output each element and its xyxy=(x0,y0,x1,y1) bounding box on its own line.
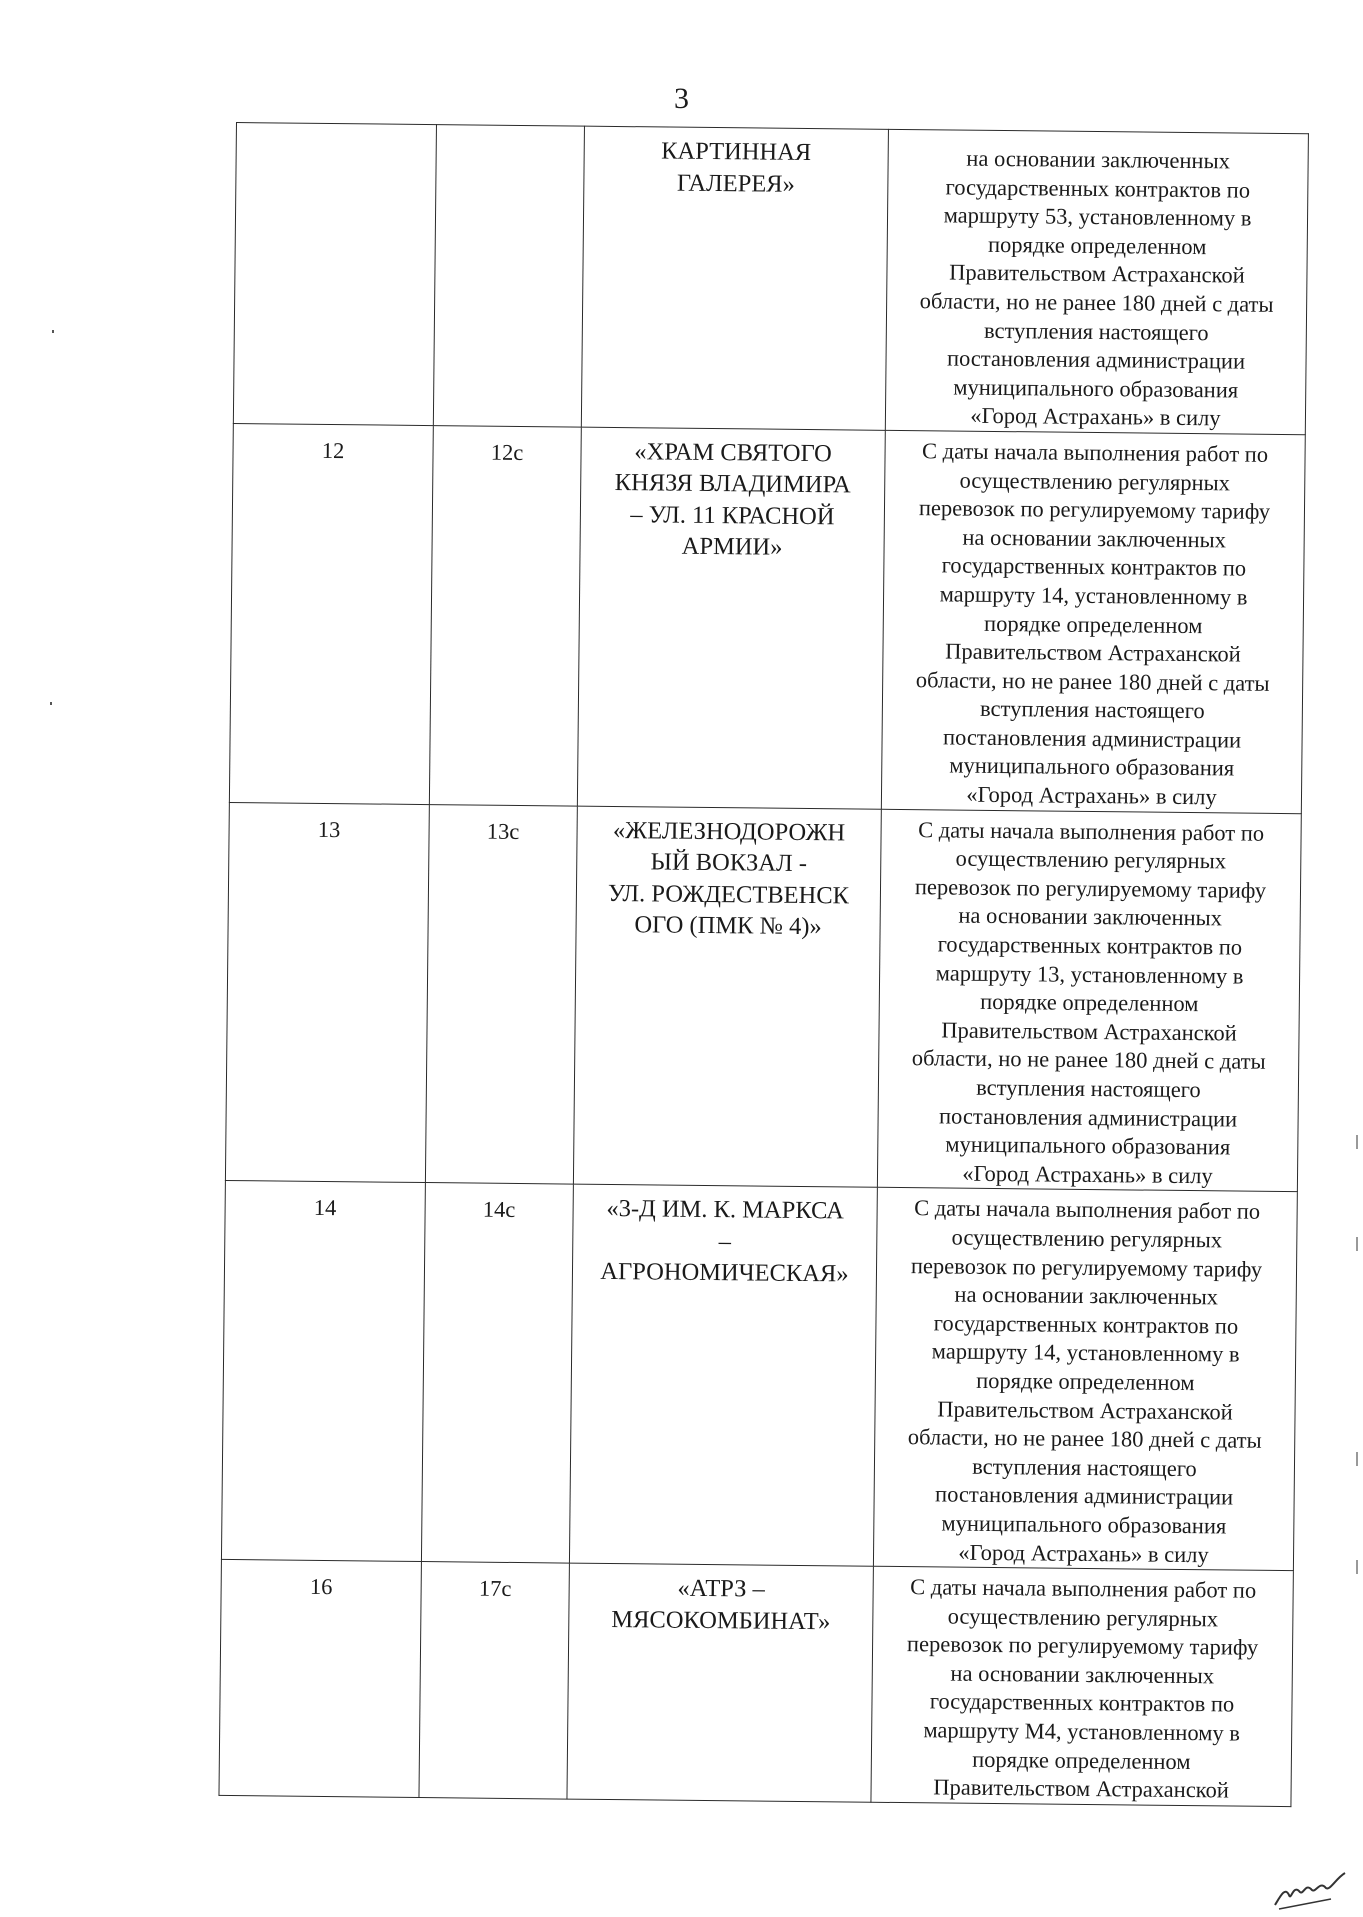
condition-cell: С даты начала выполнения работ по осуществлению регулярных перевозок по регулируемому тарифу на основании заключенных государственных контрактов по маршруту 14, установленному в порядке определенном Правительством Астраханской области, но не ранее 180 дней с даты вступления настоящего постановления администрации муниципального образования «Город Астрахань» в силу xyxy=(881,430,1305,813)
signature-mark xyxy=(1271,1865,1351,1911)
route-name-cell: КАРТИННАЯ ГАЛЕРЕЯ» xyxy=(581,126,888,430)
route-number-cell: 14с xyxy=(421,1183,573,1563)
route-name-cell: «ЖЕЛЕЗНОДОРОЖН ЫЙ ВОКЗАЛ - УЛ. РОЖДЕСТВЕНСК ОГО (ПМК № 4)» xyxy=(573,806,881,1188)
row-number-cell: 12 xyxy=(229,423,433,804)
row-number-cell: 13 xyxy=(225,802,429,1183)
condition-cell: С даты начала выполнения работ по осуществлению регулярных перевозок по регулируемому тарифу на основании заключенных государственных контрактов по маршруту 13, установленному в порядке определенном Правительством Астраханской области, но не ранее 180 дней с даты вступления настоящего постановления администрации муниципального образования «Город Астрахань» в силу xyxy=(877,809,1301,1192)
row-number-cell: 16 xyxy=(219,1560,421,1798)
scan-speck xyxy=(50,702,52,705)
margin-tick xyxy=(1356,1560,1358,1574)
route-name-cell: «ХРАМ СВЯТОГО КНЯЗЯ ВЛАДИМИРА – УЛ. 11 КРАСНОЙ АРМИИ» xyxy=(577,427,885,809)
row-number-cell xyxy=(233,123,436,426)
table-row xyxy=(229,423,1305,813)
route-number-cell: 17с xyxy=(419,1562,569,1799)
route-number-cell: 13с xyxy=(425,804,577,1184)
route-number-cell: 12с xyxy=(429,426,581,806)
routes-table xyxy=(218,122,1308,1807)
margin-tick xyxy=(1356,1135,1358,1149)
route-number-cell xyxy=(433,125,584,427)
condition-cell: С даты начала выполнения работ по осуществлению регулярных перевозок по регулируемому тарифу на основании заключенных государственных контрактов по маршруту 14, установленному в порядке определенном Правительством Астраханской области, но не ранее 180 дней с даты вступления настоящего постановления администрации муниципального образования «Город Астрахань» в силу xyxy=(873,1188,1297,1571)
route-name-cell: «АТРЗ – МЯСОКОМБИНАТ» xyxy=(567,1563,873,1802)
table-row xyxy=(221,1181,1297,1571)
route-name-cell: «3-Д ИМ. К. МАРКСА – АГРОНОМИЧЕСКАЯ» xyxy=(569,1184,877,1566)
condition-cell: на основании заключенных государственных контрактов по маршруту 53, установленному в порядке определенном Правительством Астраханской области, но не ранее 180 дней с даты вступления настоящего постановления администрации муниципального образования «Город Астрахань» в силу xyxy=(885,129,1308,434)
table-row xyxy=(233,123,1308,435)
margin-tick xyxy=(1356,1452,1358,1466)
row-number-cell: 14 xyxy=(221,1181,425,1562)
page-number: 3 xyxy=(674,82,689,115)
table-row xyxy=(219,1560,1293,1807)
table-row xyxy=(225,802,1301,1192)
margin-tick xyxy=(1356,1237,1358,1251)
condition-cell: С даты начала выполнения работ по осуществлению регулярных перевозок по регулируемому тарифу на основании заключенных государственных контрактов по маршруту М4, установленному в порядке определенном Правительством Астраханской xyxy=(871,1566,1293,1806)
scan-speck xyxy=(52,330,54,333)
